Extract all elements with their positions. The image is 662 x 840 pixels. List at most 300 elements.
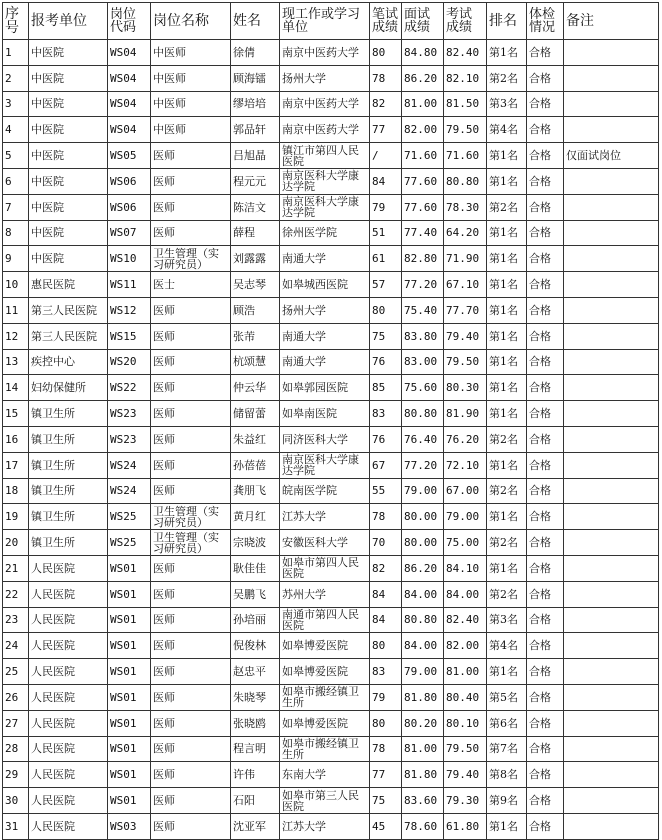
cell-medical-check: 合格 [527,272,564,298]
cell-unit: 人民医院 [29,555,108,581]
cell-interview-score: 75.60 [402,375,444,401]
cell-interview-score: 84.80 [402,40,444,66]
cell-remarks [564,220,659,246]
cell-unit: 中医院 [29,143,108,169]
cell-remarks [564,659,659,685]
cell-remarks [564,40,659,66]
cell-medical-check: 合格 [527,349,564,375]
cell-seq: 25 [3,659,29,685]
cell-seq: 13 [3,349,29,375]
cell-post-code: WS20 [108,349,151,375]
cell-seq: 6 [3,168,29,194]
cell-name: 龚朋飞 [231,478,280,504]
cell-post-name: 医师 [151,426,231,452]
cell-unit: 镇卫生所 [29,426,108,452]
cell-name: 程言明 [231,736,280,762]
cell-interview-score: 77.60 [402,168,444,194]
cell-post-code: WS07 [108,220,151,246]
cell-post-name: 医师 [151,194,231,220]
cell-remarks [564,375,659,401]
cell-seq: 11 [3,297,29,323]
cell-exam-score: 79.50 [444,736,487,762]
header-unit: 报考单位 [29,3,108,40]
cell-workplace: 扬州大学 [280,297,370,323]
cell-workplace: 南通大学 [280,246,370,272]
cell-exam-score: 82.10 [444,65,487,91]
cell-rank: 第5名 [487,684,527,710]
cell-workplace: 南通大学 [280,323,370,349]
table-row [3,504,659,530]
cell-written-score: 84 [370,168,402,194]
cell-post-name: 医师 [151,813,231,839]
cell-post-name: 医师 [151,401,231,427]
table-row [3,478,659,504]
cell-written-score: 51 [370,220,402,246]
cell-unit: 人民医院 [29,813,108,839]
header-workplace: 现工作或学习单位 [280,3,370,40]
cell-written-score: 83 [370,401,402,427]
header-post-name: 岗位名称 [151,3,231,40]
cell-workplace: 扬州大学 [280,65,370,91]
cell-interview-score: 86.20 [402,65,444,91]
cell-rank: 第2名 [487,478,527,504]
table-row [3,581,659,607]
cell-workplace: 南京医科大学康达学院 [280,194,370,220]
cell-remarks [564,168,659,194]
cell-post-name: 医士 [151,272,231,298]
cell-unit: 中医院 [29,91,108,117]
cell-interview-score: 86.20 [402,555,444,581]
cell-exam-score: 84.10 [444,555,487,581]
cell-workplace: 如皋市搬经镇卫生所 [280,736,370,762]
cell-workplace: 安徽医科大学 [280,530,370,556]
cell-unit: 人民医院 [29,736,108,762]
cell-name: 石阳 [231,788,280,814]
cell-name: 孙蓓蓓 [231,452,280,478]
cell-unit: 中医院 [29,117,108,143]
cell-post-code: WS04 [108,117,151,143]
table-row [3,65,659,91]
cell-interview-score: 82.00 [402,117,444,143]
cell-interview-score: 84.00 [402,581,444,607]
cell-exam-score: 82.40 [444,40,487,66]
cell-workplace: 南通大学 [280,349,370,375]
table-row [3,736,659,762]
cell-interview-score: 79.00 [402,478,444,504]
header-rank: 排名 [487,3,527,40]
cell-rank: 第1名 [487,272,527,298]
cell-post-name: 卫生管理（实习研究员） [151,246,231,272]
cell-seq: 12 [3,323,29,349]
cell-name: 顾浩 [231,297,280,323]
results-table [2,2,659,840]
table-row [3,143,659,169]
table-row [3,530,659,556]
cell-post-code: WS25 [108,504,151,530]
cell-remarks [564,530,659,556]
cell-medical-check: 合格 [527,401,564,427]
cell-interview-score: 83.60 [402,788,444,814]
cell-unit: 妇幼保健所 [29,375,108,401]
cell-remarks [564,762,659,788]
cell-medical-check: 合格 [527,607,564,633]
cell-rank: 第1名 [487,401,527,427]
cell-medical-check: 合格 [527,633,564,659]
cell-medical-check: 合格 [527,504,564,530]
cell-remarks [564,426,659,452]
cell-unit: 中医院 [29,220,108,246]
cell-name: 宗晓波 [231,530,280,556]
cell-medical-check: 合格 [527,297,564,323]
table-row [3,401,659,427]
cell-rank: 第1名 [487,246,527,272]
cell-medical-check: 合格 [527,220,564,246]
cell-seq: 24 [3,633,29,659]
cell-remarks [564,504,659,530]
cell-workplace: 如皋博爱医院 [280,710,370,736]
cell-remarks [564,478,659,504]
cell-workplace: 南通市第四人民医院 [280,607,370,633]
cell-written-score: 45 [370,813,402,839]
cell-remarks [564,297,659,323]
table-row [3,194,659,220]
cell-medical-check: 合格 [527,736,564,762]
cell-exam-score: 75.00 [444,530,487,556]
table-row [3,168,659,194]
cell-remarks [564,710,659,736]
cell-interview-score: 79.00 [402,659,444,685]
cell-written-score: 79 [370,684,402,710]
table-row [3,633,659,659]
cell-rank: 第6名 [487,710,527,736]
cell-unit: 人民医院 [29,633,108,659]
table-row [3,272,659,298]
table-row [3,788,659,814]
cell-post-code: WS01 [108,762,151,788]
cell-remarks [564,272,659,298]
cell-written-score: 82 [370,91,402,117]
cell-exam-score: 79.50 [444,349,487,375]
cell-post-name: 医师 [151,736,231,762]
cell-written-score: 55 [370,478,402,504]
cell-post-name: 医师 [151,684,231,710]
cell-medical-check: 合格 [527,65,564,91]
cell-written-score: 84 [370,581,402,607]
cell-medical-check: 合格 [527,581,564,607]
cell-interview-score: 80.00 [402,504,444,530]
cell-post-code: WS01 [108,659,151,685]
cell-post-code: WS01 [108,581,151,607]
cell-unit: 镇卫生所 [29,478,108,504]
cell-post-name: 医师 [151,710,231,736]
cell-name: 张芾 [231,323,280,349]
cell-post-code: WS01 [108,633,151,659]
header-remarks: 备注 [564,3,659,40]
cell-post-name: 医师 [151,349,231,375]
cell-post-name: 医师 [151,220,231,246]
cell-post-code: WS06 [108,168,151,194]
cell-name: 程元元 [231,168,280,194]
cell-written-score: 80 [370,710,402,736]
cell-post-code: WS10 [108,246,151,272]
cell-exam-score: 79.00 [444,504,487,530]
cell-remarks [564,788,659,814]
cell-seq: 19 [3,504,29,530]
cell-written-score: 83 [370,659,402,685]
cell-post-name: 卫生管理（实习研究员） [151,530,231,556]
cell-remarks [564,65,659,91]
cell-seq: 8 [3,220,29,246]
cell-exam-score: 71.60 [444,143,487,169]
cell-name: 张晓鸥 [231,710,280,736]
cell-unit: 镇卫生所 [29,401,108,427]
cell-interview-score: 71.60 [402,143,444,169]
cell-interview-score: 82.80 [402,246,444,272]
cell-unit: 镇卫生所 [29,452,108,478]
cell-seq: 14 [3,375,29,401]
cell-interview-score: 81.00 [402,91,444,117]
cell-rank: 第1名 [487,40,527,66]
cell-workplace: 南京中医药大学 [280,117,370,143]
cell-unit: 第三人民医院 [29,323,108,349]
cell-exam-score: 61.80 [444,813,487,839]
table-row [3,607,659,633]
cell-workplace: 同济医科大学 [280,426,370,452]
cell-workplace: 如皋市第四人民医院 [280,555,370,581]
cell-post-code: WS01 [108,555,151,581]
cell-remarks [564,555,659,581]
cell-remarks [564,401,659,427]
cell-remarks: 仅面试岗位 [564,143,659,169]
cell-interview-score: 78.60 [402,813,444,839]
cell-unit: 惠民医院 [29,272,108,298]
cell-interview-score: 77.20 [402,452,444,478]
cell-rank: 第2名 [487,530,527,556]
header-seq: 序号 [3,3,29,40]
header-post-code: 岗位代码 [108,3,151,40]
cell-name: 杭颂慧 [231,349,280,375]
cell-name: 仲云华 [231,375,280,401]
table-row [3,349,659,375]
cell-exam-score: 79.50 [444,117,487,143]
table-row [3,452,659,478]
cell-rank: 第2名 [487,65,527,91]
table-row [3,813,659,839]
cell-name: 徐倩 [231,40,280,66]
cell-post-code: WS06 [108,194,151,220]
cell-written-score: 78 [370,65,402,91]
cell-post-code: WS15 [108,323,151,349]
cell-medical-check: 合格 [527,555,564,581]
cell-exam-score: 64.20 [444,220,487,246]
table-row [3,555,659,581]
cell-post-name: 中医师 [151,40,231,66]
header-name: 姓名 [231,3,280,40]
cell-post-code: WS24 [108,478,151,504]
cell-exam-score: 67.10 [444,272,487,298]
cell-seq: 27 [3,710,29,736]
cell-remarks [564,607,659,633]
cell-interview-score: 80.80 [402,607,444,633]
cell-medical-check: 合格 [527,194,564,220]
cell-name: 许伟 [231,762,280,788]
cell-name: 吴鹏飞 [231,581,280,607]
cell-rank: 第1名 [487,323,527,349]
cell-name: 吕旭晶 [231,143,280,169]
cell-seq: 29 [3,762,29,788]
cell-post-name: 医师 [151,168,231,194]
cell-unit: 镇卫生所 [29,504,108,530]
cell-name: 郭品轩 [231,117,280,143]
cell-post-name: 医师 [151,375,231,401]
cell-exam-score: 80.80 [444,168,487,194]
cell-rank: 第3名 [487,607,527,633]
cell-unit: 中医院 [29,40,108,66]
cell-rank: 第1名 [487,349,527,375]
cell-workplace: 南京中医药大学 [280,91,370,117]
cell-remarks [564,736,659,762]
cell-workplace: 如皋市搬经镇卫生所 [280,684,370,710]
header-exam-score: 考试成绩 [444,3,487,40]
cell-unit: 人民医院 [29,684,108,710]
cell-rank: 第1名 [487,659,527,685]
table-row [3,40,659,66]
cell-interview-score: 80.80 [402,401,444,427]
cell-name: 朱益红 [231,426,280,452]
cell-exam-score: 80.40 [444,684,487,710]
cell-workplace: 皖南医学院 [280,478,370,504]
cell-post-name: 医师 [151,143,231,169]
cell-exam-score: 79.30 [444,788,487,814]
cell-exam-score: 82.40 [444,607,487,633]
cell-post-code: WS05 [108,143,151,169]
cell-post-code: WS01 [108,710,151,736]
cell-post-name: 医师 [151,555,231,581]
cell-written-score: 70 [370,530,402,556]
cell-exam-score: 77.70 [444,297,487,323]
cell-workplace: 如皋南医院 [280,401,370,427]
cell-unit: 第三人民医院 [29,297,108,323]
cell-workplace: 镇江市第四人民医院 [280,143,370,169]
cell-post-name: 医师 [151,788,231,814]
cell-written-score: 57 [370,272,402,298]
cell-written-score: 76 [370,426,402,452]
cell-medical-check: 合格 [527,684,564,710]
cell-unit: 镇卫生所 [29,530,108,556]
cell-seq: 28 [3,736,29,762]
cell-post-code: WS01 [108,684,151,710]
cell-post-code: WS03 [108,813,151,839]
table-row [3,297,659,323]
table-row [3,323,659,349]
table-row [3,91,659,117]
cell-name: 陈洁文 [231,194,280,220]
cell-name: 孙培丽 [231,607,280,633]
cell-workplace: 南京医科大学康达学院 [280,168,370,194]
cell-seq: 9 [3,246,29,272]
cell-remarks [564,813,659,839]
cell-post-code: WS22 [108,375,151,401]
cell-seq: 15 [3,401,29,427]
cell-remarks [564,117,659,143]
cell-post-name: 医师 [151,762,231,788]
table-row [3,246,659,272]
cell-interview-score: 83.00 [402,349,444,375]
cell-rank: 第1名 [487,504,527,530]
cell-seq: 16 [3,426,29,452]
cell-rank: 第3名 [487,91,527,117]
cell-name: 耿佳佳 [231,555,280,581]
cell-seq: 18 [3,478,29,504]
cell-workplace: 如皋博爱医院 [280,659,370,685]
cell-medical-check: 合格 [527,323,564,349]
cell-rank: 第2名 [487,581,527,607]
cell-post-code: WS04 [108,91,151,117]
cell-medical-check: 合格 [527,40,564,66]
header-medical-check: 体检情况 [527,3,564,40]
cell-unit: 中医院 [29,246,108,272]
cell-rank: 第9名 [487,788,527,814]
cell-interview-score: 81.80 [402,684,444,710]
cell-post-name: 中医师 [151,65,231,91]
cell-post-name: 医师 [151,581,231,607]
cell-exam-score: 76.20 [444,426,487,452]
cell-unit: 人民医院 [29,710,108,736]
cell-unit: 人民医院 [29,762,108,788]
cell-exam-score: 79.40 [444,762,487,788]
cell-name: 倪俊林 [231,633,280,659]
cell-written-score: 78 [370,504,402,530]
cell-exam-score: 78.30 [444,194,487,220]
cell-rank: 第2名 [487,194,527,220]
cell-unit: 中医院 [29,194,108,220]
cell-workplace: 如皋市第三人民医院 [280,788,370,814]
header-written-score: 笔试成绩 [370,3,402,40]
cell-name: 沈亚军 [231,813,280,839]
cell-medical-check: 合格 [527,478,564,504]
header-interview-score: 面试成绩 [402,3,444,40]
cell-interview-score: 83.80 [402,323,444,349]
cell-rank: 第1名 [487,452,527,478]
table-row [3,220,659,246]
cell-rank: 第1名 [487,220,527,246]
cell-exam-score: 71.90 [444,246,487,272]
cell-rank: 第1名 [487,297,527,323]
cell-written-score: 84 [370,607,402,633]
cell-workplace: 徐州医学院 [280,220,370,246]
cell-written-score: 82 [370,555,402,581]
cell-post-code: WS11 [108,272,151,298]
cell-workplace: 苏州大学 [280,581,370,607]
cell-unit: 人民医院 [29,581,108,607]
table-body [3,40,659,840]
cell-name: 黄月红 [231,504,280,530]
cell-workplace: 如皋博爱医院 [280,633,370,659]
cell-name: 薛程 [231,220,280,246]
cell-rank: 第2名 [487,426,527,452]
cell-medical-check: 合格 [527,530,564,556]
cell-interview-score: 77.20 [402,272,444,298]
cell-seq: 26 [3,684,29,710]
cell-interview-score: 77.60 [402,194,444,220]
cell-written-score: 77 [370,762,402,788]
cell-written-score: 76 [370,349,402,375]
cell-medical-check: 合格 [527,762,564,788]
cell-interview-score: 80.00 [402,530,444,556]
cell-seq: 23 [3,607,29,633]
cell-medical-check: 合格 [527,788,564,814]
table-row [3,710,659,736]
